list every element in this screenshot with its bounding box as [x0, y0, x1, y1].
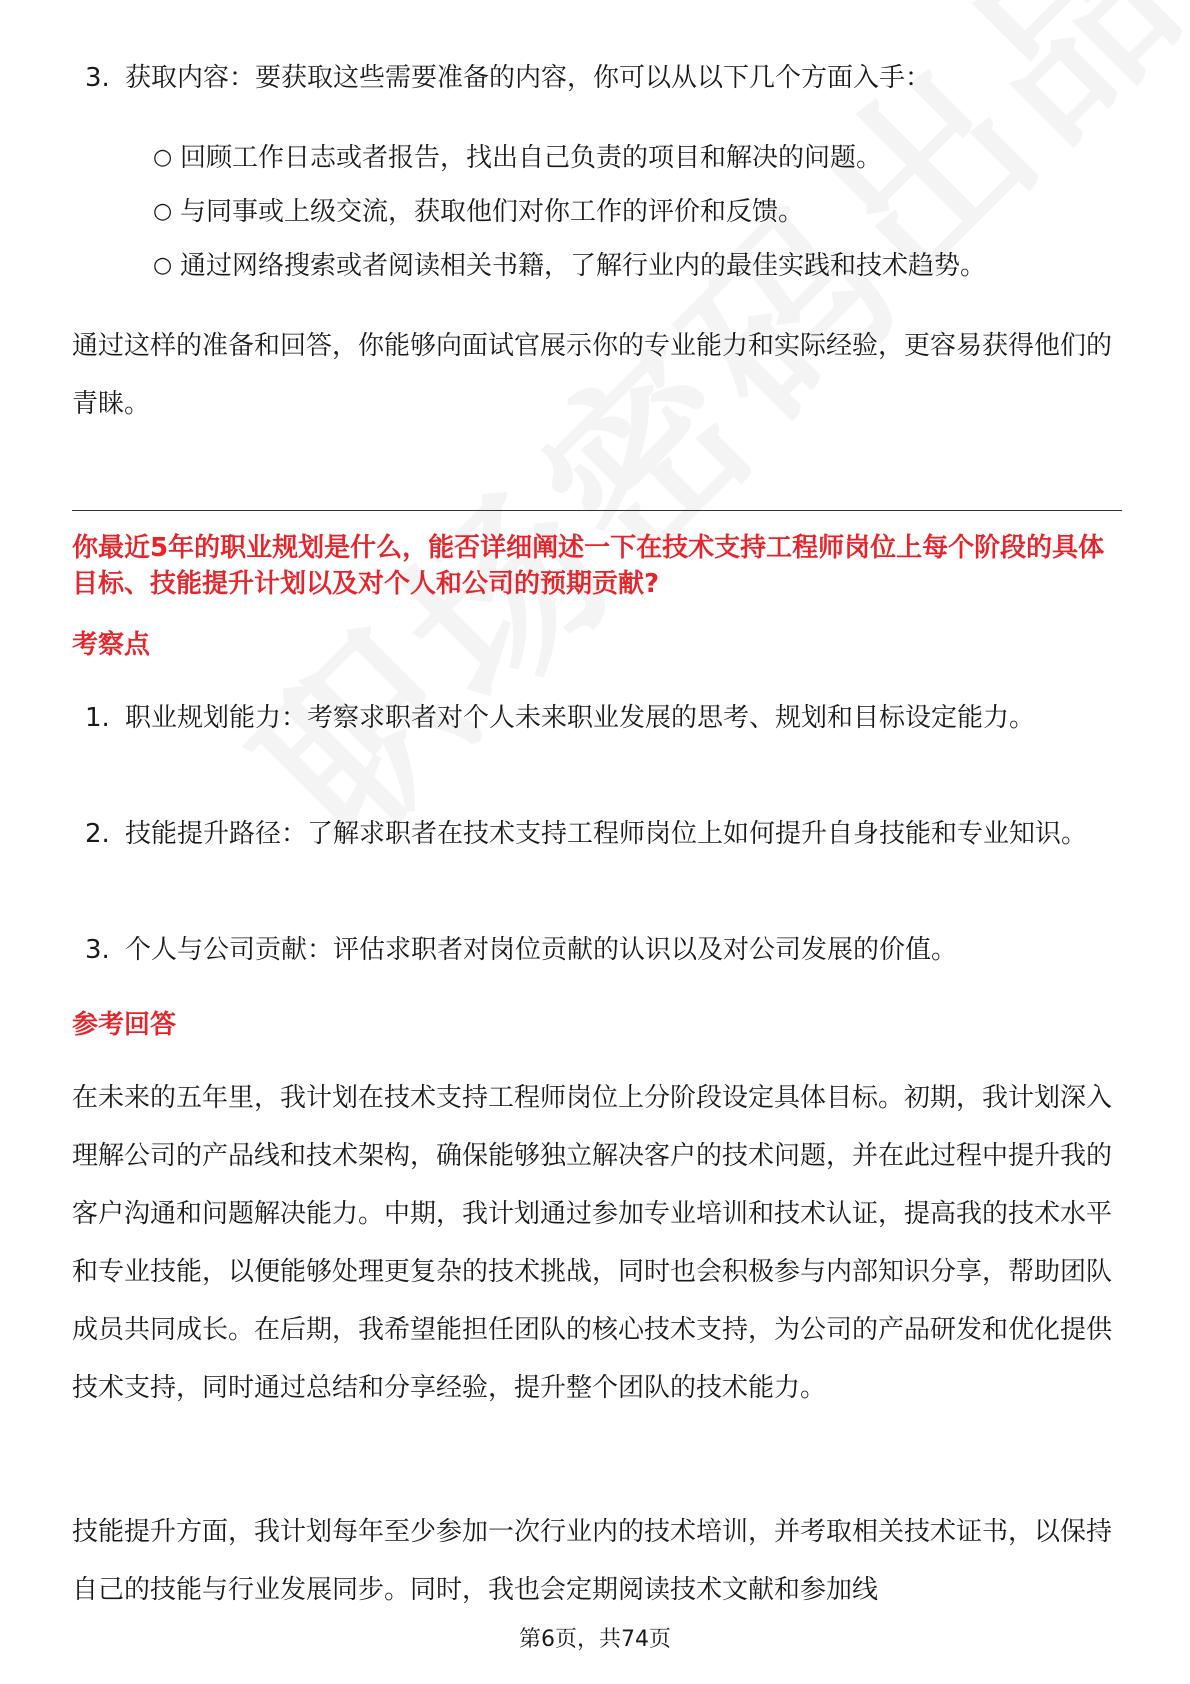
bullet-item: [153, 237, 1140, 295]
section-divider: [72, 510, 1122, 511]
list-number: 2.: [85, 819, 110, 849]
list-number: 3.: [85, 63, 110, 93]
list-item-point: [85, 689, 1135, 747]
section-title-reference-answer: 参考回答: [72, 1010, 177, 1040]
list-text: 技能提升路径：了解求职者在技术支持工程师岗位上如何提升自身技能和专业知识。: [125, 819, 1088, 849]
list-item-point: [85, 921, 1135, 979]
list-number: 3.: [85, 935, 110, 965]
circle-bullet-icon: ○: [153, 253, 173, 278]
section-title-assessment: 考察点: [72, 630, 151, 660]
bullet-text: 回顾工作日志或者报告，找出自己负责的项目和解决的问题。: [180, 143, 883, 173]
circle-bullet-icon: ○: [153, 145, 173, 170]
answer-paragraph: 在未来的五年里，我计划在技术支持工程师岗位上分阶段设定具体目标。初期，我计划深入理解公司的产品线和技术架构，确保能够独立解决客户的技术问题，并在此过程中提升我的客户沟通和问题解决能力。中期，我计划通过参加专业培训和技术认证，提高我的技术水平和专业技能，以便能够处理更复杂的技术挑战，同时也会积极参与内部知识分享，帮助团队成员共同成长。在后期，我希望能担任团队的核心技术支持，为公司的产品研发和优化提供技术支持，同时通过总结和分享经验，提升整个团队的技术能力。: [72, 1083, 1113, 1403]
list-item-get-content: [85, 49, 1135, 107]
bullet-item: [153, 183, 1140, 241]
list-text: 获取内容：要获取这些需要准备的内容，你可以从以下几个方面入手：: [125, 63, 932, 93]
page-footer: 第6页，共74页: [519, 1627, 671, 1652]
list-number: 1.: [85, 703, 110, 733]
bullet-text: 与同事或上级交流，获取他们对你工作的评价和反馈。: [180, 197, 805, 227]
bullet-text: 通过网络搜索或者阅读相关书籍，了解行业内的最佳实践和技术趋势。: [180, 251, 987, 281]
circle-bullet-icon: ○: [153, 199, 173, 224]
list-text: 个人与公司贡献：评估求职者对岗位贡献的认识以及对公司发展的价值。: [125, 935, 958, 965]
interview-question: 你最近5年的职业规划是什么，能否详细阐述一下在技术支持工程师岗位上每个阶段的具体目标、技能提升计划以及对个人和公司的预期贡献?: [72, 533, 1105, 599]
list-item-point: [85, 805, 1135, 863]
summary-paragraph: 通过这样的准备和回答，你能够向面试官展示你的专业能力和实际经验，更容易获得他们的青睐。: [72, 331, 1113, 419]
list-text: 职业规划能力：考察求职者对个人未来职业发展的思考、规划和目标设定能力。: [125, 703, 1036, 733]
answer-paragraph: 技能提升方面，我计划每年至少参加一次行业内的技术培训，并考取相关技术证书，以保持自己的技能与行业发展同步。同时，我也会定期阅读技术文献和参加线: [72, 1517, 1113, 1605]
bullet-item: [153, 129, 1140, 187]
